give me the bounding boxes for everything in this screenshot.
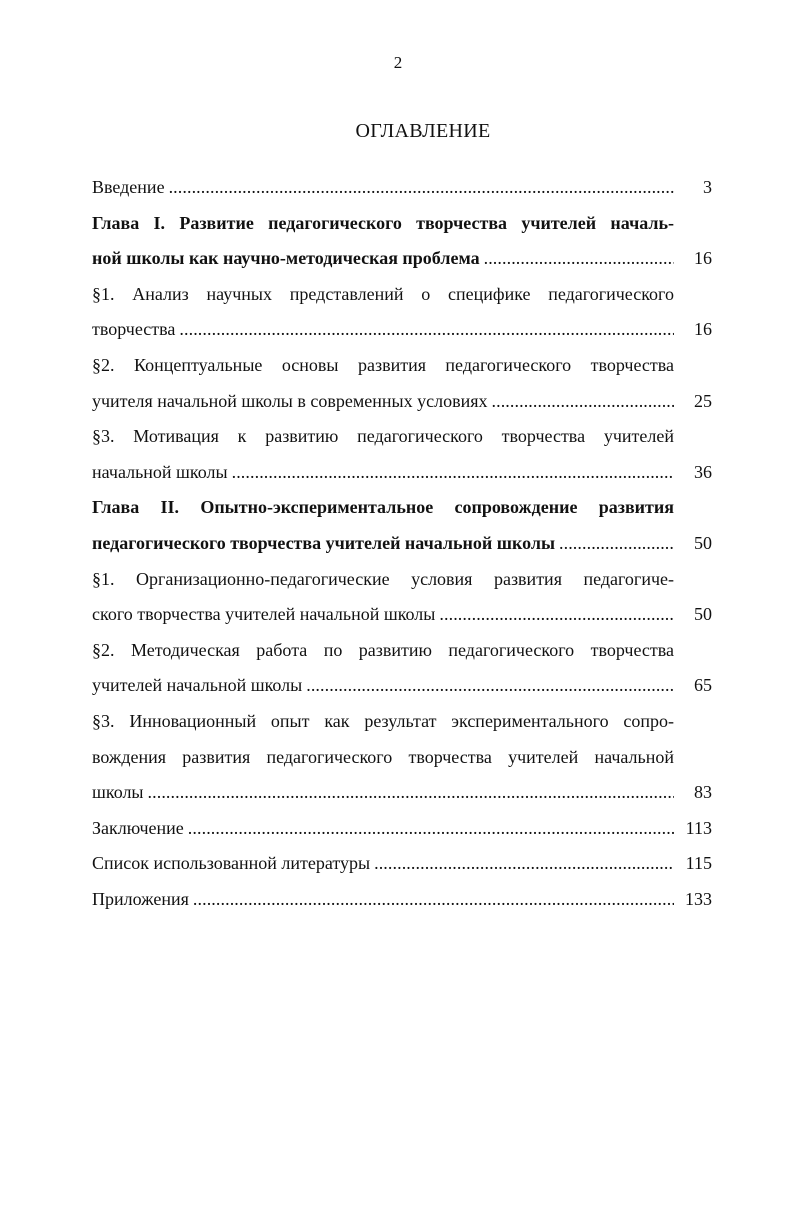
toc-entry-text: Глава I. Развитие педагогического творчества учителей началь- [92,212,674,233]
toc-page-number: 50 [694,532,712,553]
toc-entry[interactable] [92,170,712,206]
toc-page-number: 16 [694,248,712,269]
dot-leader [179,312,674,348]
toc-entry[interactable] [92,882,712,918]
toc-page-number: 65 [694,675,712,696]
toc-entry[interactable] [92,811,712,847]
toc-entry-text: педагогического творчества учителей начальной школы [92,532,555,553]
toc-entry[interactable] [92,704,712,811]
toc-entry-text: §2. Концептуальные основы развития педагогического творчества [92,354,674,375]
toc-entry[interactable] [92,490,712,561]
toc-entry[interactable] [92,206,712,277]
dot-leader [193,882,674,918]
toc-entry-text: начальной школы [92,461,228,482]
toc-page-number: 3 [703,177,712,197]
toc-entry-text: учителя начальной школы в современных условиях [92,390,488,411]
toc-entry-text: ского творчества учителей начальной школы [92,604,436,625]
toc-entry-text: §2. Методическая работа по развитию педагогического творчества [92,639,674,660]
toc-entry[interactable] [92,846,712,882]
dot-leader [306,668,674,704]
table-of-contents [92,170,712,917]
toc-entry-text: §1. Организационно-педагогические условия развития педагогиче- [92,568,674,589]
toc-entry[interactable] [92,419,712,490]
toc-entry[interactable] [92,562,712,633]
dot-leader [232,455,674,491]
toc-entry[interactable] [92,277,712,348]
dot-leader [188,811,674,847]
toc-entry-text: §3. Мотивация к развитию педагогического творчества учителей [92,426,674,447]
toc-title: ОГЛАВЛЕНИЕ [355,120,491,142]
toc-page-number: 115 [685,853,712,874]
toc-entry-text: Приложения [92,888,189,909]
toc-entry-text: творчества [92,319,176,340]
toc-entry-text: учителей начальной школы [92,675,303,696]
toc-page-number: 36 [694,461,712,482]
dot-leader [169,170,674,206]
toc-entry-text: Заключение [92,817,184,838]
toc-entry-text: Список использованной литературы [92,853,371,874]
dot-leader [374,846,674,882]
toc-entry-text: вождения развития педагогического творчества учителей начальной [92,746,674,767]
toc-page-number: 113 [685,817,712,838]
dot-leader [148,775,674,811]
dot-leader [439,597,674,633]
toc-page-number: 83 [694,782,712,803]
toc-entry[interactable] [92,633,712,704]
toc-page-number: 50 [694,604,712,625]
toc-page-number: 16 [694,319,712,340]
toc-entry-text: §3. Инновационный опыт как результат экспериментального сопро- [92,710,674,731]
dot-leader [484,241,674,277]
toc-entry-text: Введение [92,177,165,197]
toc-entry-text: школы [92,782,144,803]
dot-leader [559,526,674,562]
page-number: 2 [393,53,403,72]
toc-page-number: 25 [694,390,712,411]
toc-page-number: 133 [685,888,712,909]
dot-leader [492,384,675,420]
toc-entry-text: ной школы как научно-методическая проблема [92,248,480,269]
toc-entry-text: Глава II. Опытно-экспериментальное сопровождение развития [92,497,674,518]
toc-entry-text: §1. Анализ научных представлений о специфике педагогического [92,283,674,304]
toc-entry[interactable] [92,348,712,419]
